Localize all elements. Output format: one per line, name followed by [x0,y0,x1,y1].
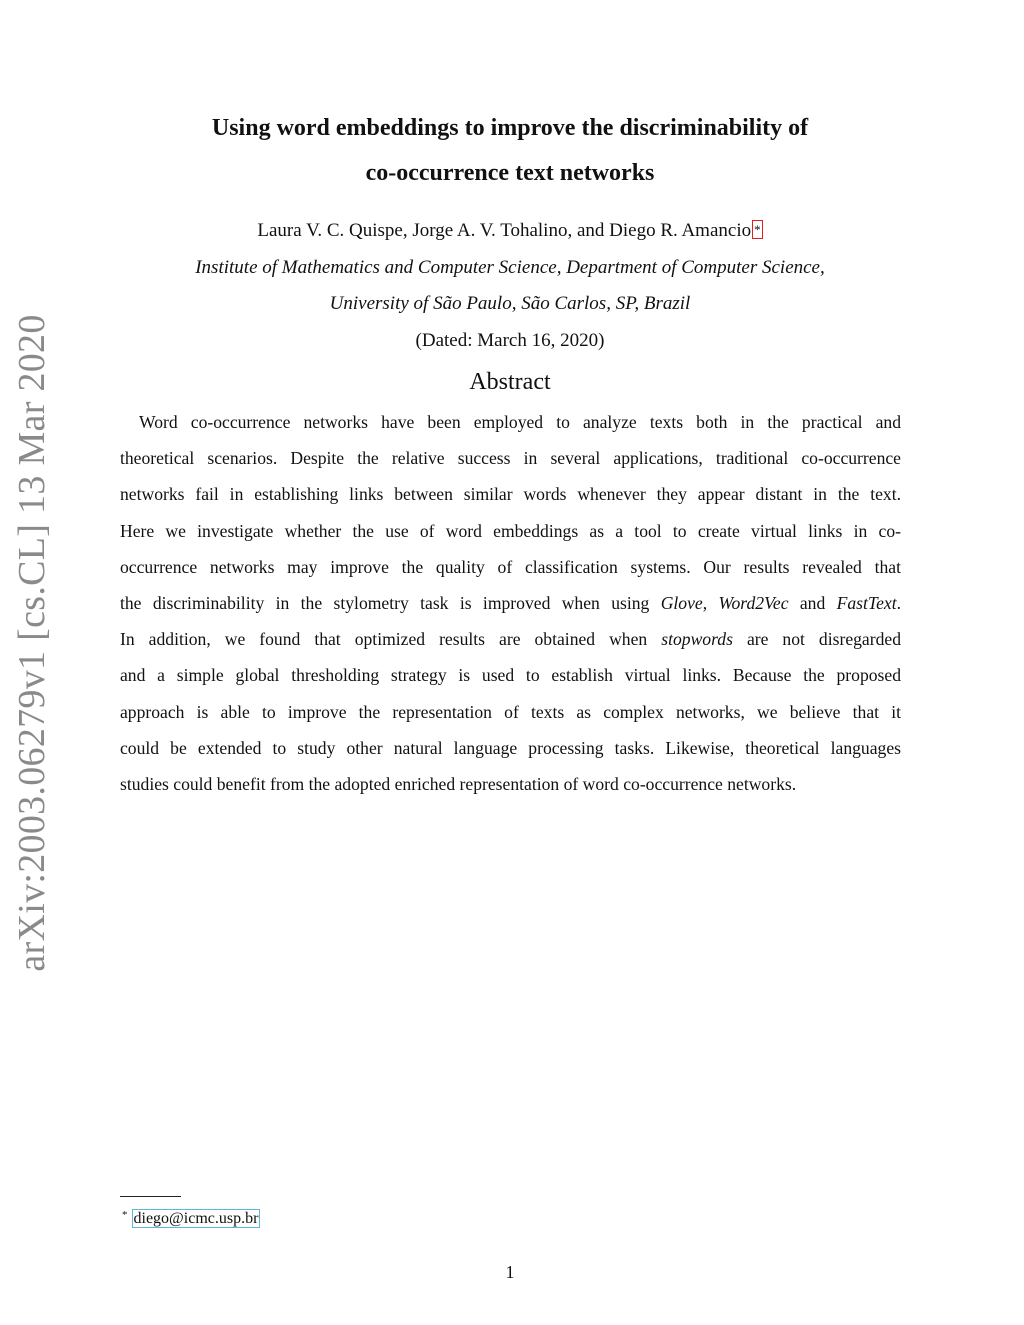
abstract-line: could be extended to study other natural language processing tasks. Likewise, theoretical languages [120,738,901,758]
authors-text: Laura V. C. Quispe, Jorge A. V. Tohalino, and Diego R. Amancio [257,220,752,241]
abstract-line: networks fail in establishing links between similar words whenever they appear distant in the text. [120,484,901,504]
abstract-line-mixed [120,627,901,651]
page-number: 1 [505,1262,515,1282]
email-link[interactable]: diego@icmc.usp.br [133,1210,259,1227]
fasttext-term: FastText [836,593,897,613]
affiliation-line-1: Institute of Mathematics and Computer Science, Department of Computer Science, [195,257,825,278]
abstract-text: In addition, we found that optimized results are obtained when [120,629,662,649]
abstract-text: . [896,593,902,613]
abstract-line: Here we investigate whether the use of word embeddings as a tool to create virtual links in co- [120,521,901,541]
abstract-line: occurrence networks may improve the quality of classification systems. Our results revealed that [120,557,901,577]
abstract-text: and [788,593,837,613]
abstract-line: and a simple global thresholding strategy is used to establish virtual links. Because the proposed [120,665,901,685]
abstract-line-mixed [120,591,901,615]
footnote-marker: * [122,1209,128,1221]
abstract-line: theoretical scenarios. Despite the relative success in several applications, traditional co-occurrence [120,448,901,468]
date-line: (Dated: March 16, 2020) [415,330,605,351]
footnote [122,1203,260,1231]
abstract-text: the discriminability in the stylometry task is improved when using [120,593,661,613]
abstract-text: , [702,593,719,613]
arxiv-sidebar-stamp [8,314,56,972]
arxiv-identifier: arXiv:2003.06279v1 [cs.CL] 13 Mar 2020 [11,314,53,972]
affiliation-line-2: University of São Paulo, São Carlos, SP, Brazil [329,293,691,314]
abstract-line: approach is able to improve the representation of texts as complex networks, we believe that it [120,702,901,722]
abstract-heading: Abstract [469,369,551,395]
footnote-link[interactable]: * [754,222,761,237]
paper-title-line-2: co-occurrence text networks [365,160,655,186]
abstract-line: studies could benefit from the adopted enriched representation of word co-occurrence networks. [120,774,797,794]
word2vec-term: Word2Vec [718,593,789,613]
author-list [120,220,900,242]
abstract-text: are not disregarded [732,629,901,649]
footnote-rule [120,1196,181,1197]
abstract-line: Word co-occurrence networks have been employed to analyze texts both in the practical and [139,412,901,432]
glove-term: Glove [660,593,703,613]
paper-title-line-1: Using word embeddings to improve the discriminability of [211,115,809,141]
stopwords-term: stopwords [661,629,733,649]
